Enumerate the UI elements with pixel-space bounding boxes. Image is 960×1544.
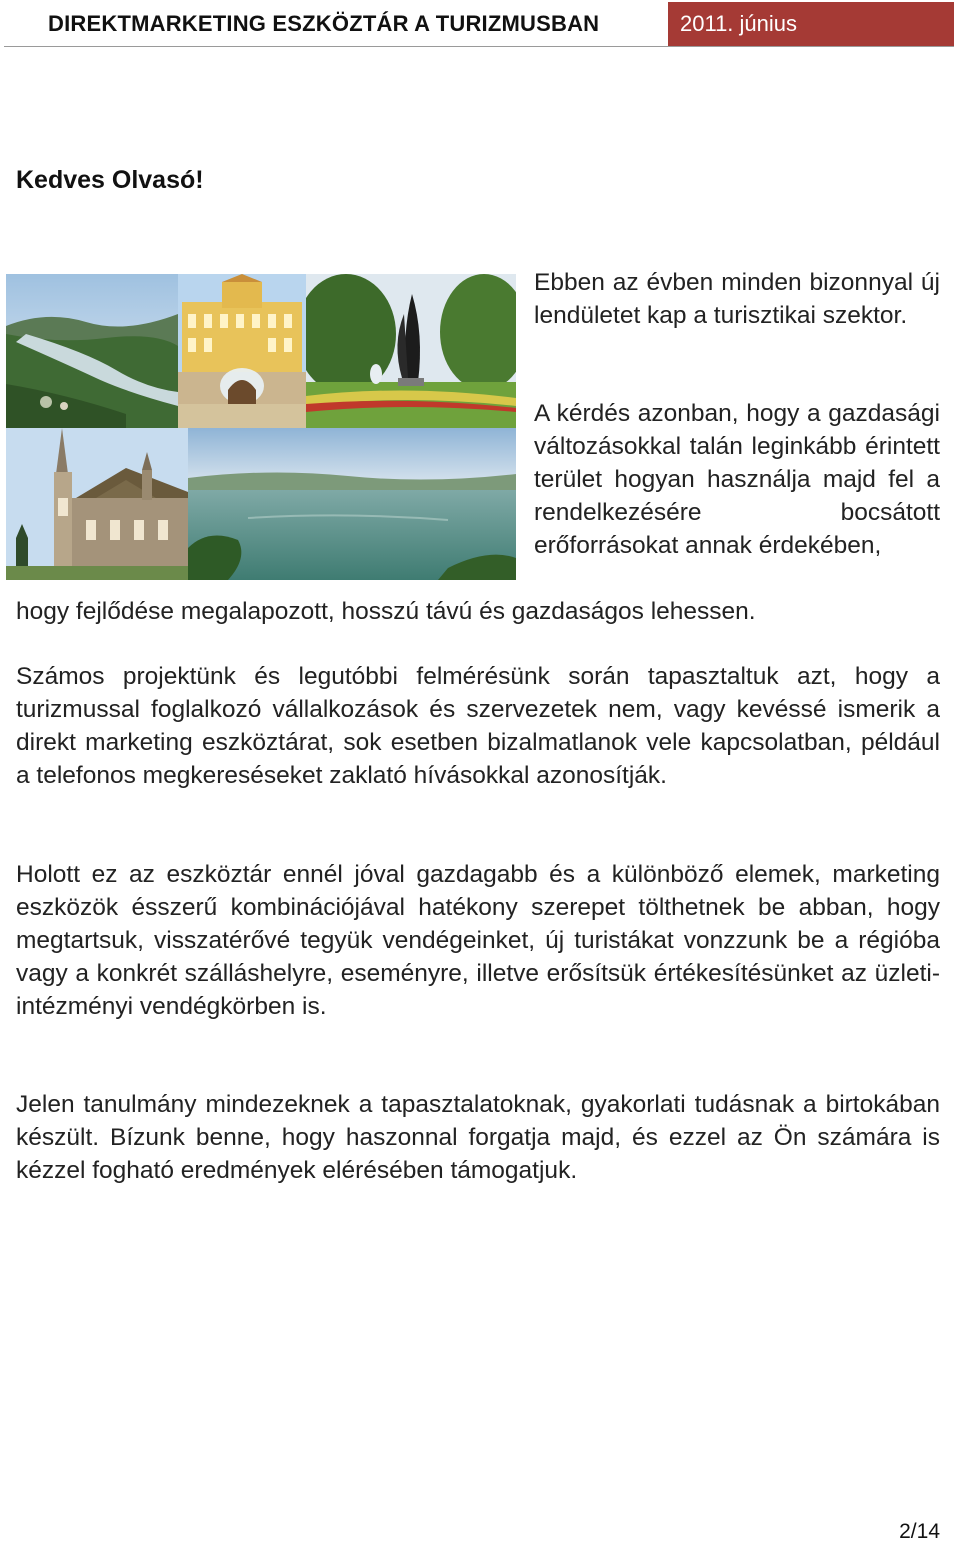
river-valley-photo	[6, 274, 178, 428]
lake-photo	[188, 428, 516, 580]
projects-paragraph: Számos projektünk és legutóbbi felmérésünk során tapasztaltuk azt, hogy a turizmussal foglalkozó vállalkozások és szervezetek nem, vagy kevéssé ismerik a direkt marketing eszköztárat, sok esetben bizalmatlanok vele kapcsolatban, például a telefonos megkereséseket zaklató hívásokkal azonosítják.	[16, 663, 940, 789]
intro-paragraph: Ebben az évben minden bizonnyal új lendületet kap a turisztikai szektor.	[534, 269, 940, 329]
document-date: 2011. június	[668, 2, 954, 46]
park-sculpture-photo	[306, 274, 516, 428]
page-number: 2/14	[899, 1520, 940, 1543]
study-paragraph: Jelen tanulmány mindezeknek a tapasztalatoknak, gyakorlati tudásnak a birtokában készült. Bízunk benne, hogy haszonnal forgatja majd, és ezzel az Ön számára is kézzel fogható eredmények elérésében támogatjuk.	[16, 1091, 940, 1184]
greeting: Kedves Olvasó!	[16, 166, 204, 194]
palace-fountain-photo	[178, 274, 306, 428]
question-paragraph-side: A kérdés azonban, hogy a gazdasági változásokkal talán leginkább érintett terület hogyan használja majd fel a rendelkezésére bocsátott erőforrásokat annak érdekében,	[534, 400, 940, 559]
page-header	[4, 2, 954, 47]
toolkit-paragraph: Holott ez az eszköztár ennél jóval gazdagabb és a különböző elemek, marketing eszközök ésszerű kombinációjával hatékony szerepet tölthetnek be abban, hogy megtartsuk, visszatérővé tegyük vendégeinket, új turistákat vonzzunk be a régióba vagy a konkrét szálláshelyre, eseményre, illetve erősítsük értékesítésünket az üzleti-intézményi vendégkörben is.	[16, 861, 940, 1020]
document-title: DIREKTMARKETING ESZKÖZTÁR A TURIZMUSBAN	[48, 11, 600, 36]
cathedral-photo	[6, 428, 188, 580]
question-paragraph-continuation: hogy fejlődése megalapozott, hosszú távú és gazdaságos lehessen.	[16, 598, 756, 625]
